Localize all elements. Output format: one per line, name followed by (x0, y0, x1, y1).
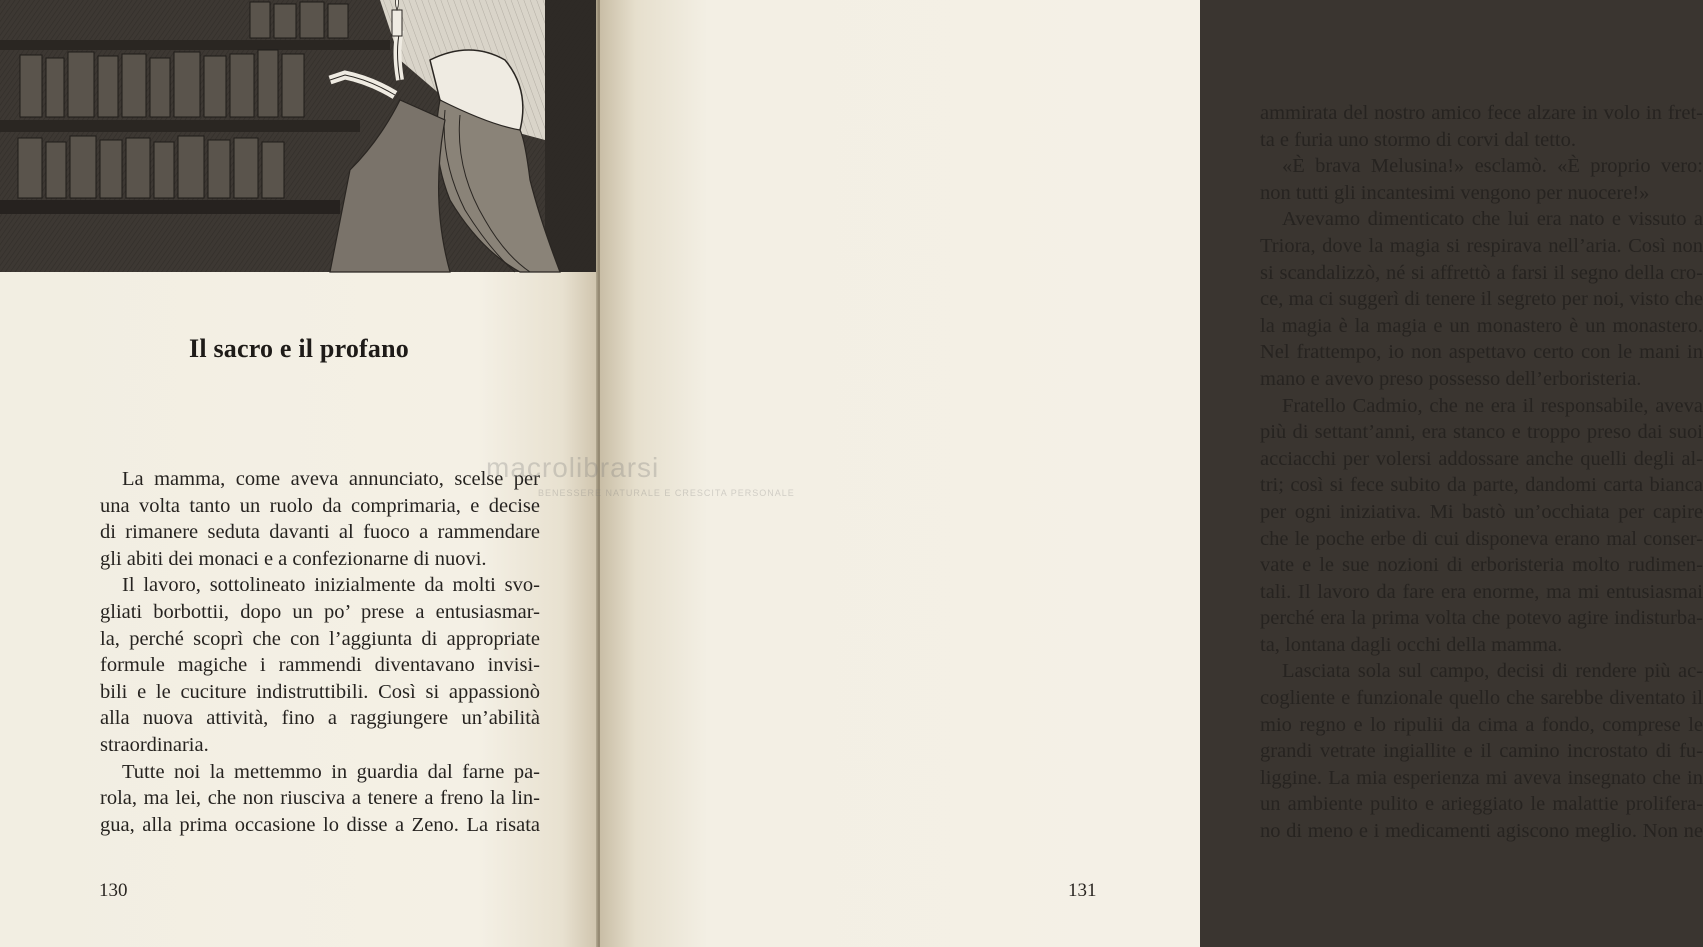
text-line: Nel frattempo, io non aspettavo certo con le mani in (1260, 341, 1703, 364)
text-line: cogliente e funzionale quello che sarebbe diventato il (1260, 687, 1703, 710)
text-line: liggine. La mia esperienza mi aveva insegnato che in (1260, 766, 1703, 789)
text-line: che le poche erbe di cui disponeva erano mal conser- (1260, 527, 1703, 550)
text-line: no di meno e i medicamenti agiscono meglio. Non ne (1260, 820, 1703, 843)
text-line: una volta tanto un ruolo da comprimaria, e decise (100, 494, 540, 517)
text-line: perché era la prima volta che potevo agire indisturba- (1260, 607, 1703, 630)
text-line: bili e le cuciture indistruttibili. Così si appassionò (100, 680, 540, 703)
text-line: Fratello Cadmio, che ne era il responsabile, aveva (1282, 394, 1703, 417)
illustration-drawing (0, 0, 598, 272)
chapter-illustration (0, 0, 598, 272)
text-line: la magia è la magia e un monastero è un monastero. (1260, 314, 1703, 337)
watermark-logo: macrolibrarsi (486, 452, 660, 483)
text-line: vate e le sue nozioni di erboristeria molto rudimen- (1260, 554, 1703, 577)
text-line: straordinaria. (100, 733, 209, 756)
text-line: ta, lontana dagli occhi della mamma. (1260, 633, 1563, 656)
text-line: Tutte noi la mettemmo in guardia dal farne pa- (122, 760, 540, 783)
paragraph (1260, 206, 1703, 392)
text-line: grandi vetrate ingiallite e il camino incrostato di fu- (1260, 740, 1703, 763)
left-page-body (100, 466, 540, 838)
text-line: gliati borbottii, dopo un po’ prese a entusiasmar- (100, 600, 540, 623)
paragraph (100, 759, 540, 839)
text-line: tri; così si fece subito da parte, dandomi carta bianca (1260, 474, 1703, 497)
text-line: mio regno e lo ripulii da cima a fondo, comprese le (1260, 713, 1703, 736)
text-line: di rimanere seduta davanti al fuoco a rammendare (100, 521, 540, 544)
text-line: tali. Il lavoro da fare era enorme, ma mi entusiasmai (1260, 580, 1703, 603)
text-line: ammirata del nostro amico fece alzare in volo in fret- (1260, 102, 1703, 124)
text-line: un ambiente pulito e arieggiato le malattie prolifera- (1260, 793, 1703, 816)
text-line: acciacchi per volersi addossare anche quelli degli al- (1260, 447, 1703, 470)
paragraph (1260, 100, 1703, 153)
watermark-tagline: BENESSERE NATURALE E CRESCITA PERSONALE (538, 488, 795, 498)
text-line: ta e furia uno stormo di corvi dal tetto. (1260, 128, 1576, 151)
text-line: La mamma, come aveva annunciato, scelse per (122, 468, 540, 490)
page-number-right: 131 (1068, 880, 1097, 901)
chapter-title: Il sacro e il profano (189, 334, 409, 363)
text-line: si scandalizzò, né si affrettò a farsi il segno della cro- (1260, 261, 1703, 284)
paragraph (1260, 153, 1703, 206)
page-number-left: 130 (99, 880, 128, 901)
text-line: gua, alla prima occasione lo disse a Zeno. La risata (100, 813, 540, 836)
text-line: alla nuova attività, fino a raggiungere un’abilità (100, 707, 540, 730)
text-line: ce, ma ci suggerì di tenere il segreto per noi, visto che (1260, 288, 1703, 311)
text-line: Il lavoro, sottolineato inizialmente da molti svo- (122, 574, 540, 597)
paragraph (1260, 658, 1703, 844)
text-line: mano e avevo preso possesso dell’erboristeria. (1260, 367, 1642, 390)
text-line: gli abiti dei monaci e a confezionarne di nuovi. (100, 547, 487, 570)
text-line: Avevamo dimenticato che lui era nato e vissuto a (1282, 208, 1703, 231)
text-line: per ogni iniziativa. Mi bastò un’occhiata per capire (1260, 500, 1703, 523)
right-page (600, 0, 1703, 947)
text-line: rola, ma lei, che non riusciva a tenere a freno la lin- (100, 787, 540, 810)
right-page-body (1260, 100, 1703, 845)
text-line: «È brava Melusina!» esclamò. «È proprio vero: (1282, 155, 1703, 178)
text-line: non tutti gli incantesimi vengono per nuocere!» (1260, 181, 1650, 204)
text-line: Triora, dove la magia si respirava nell’aria. Così non (1260, 234, 1703, 257)
paragraph (100, 466, 540, 572)
text-line: la, perché scoprì che con l’aggiunta di appropriate (100, 627, 540, 650)
text-line: più di settant’anni, era stanco e troppo preso dai suoi (1260, 421, 1703, 444)
text-line: formule magiche i rammendi diventavano invisi- (100, 654, 540, 677)
paragraph (1260, 393, 1703, 659)
paragraph (100, 572, 540, 758)
text-line: Lasciata sola sul campo, decisi di rendere più ac- (1282, 660, 1703, 683)
